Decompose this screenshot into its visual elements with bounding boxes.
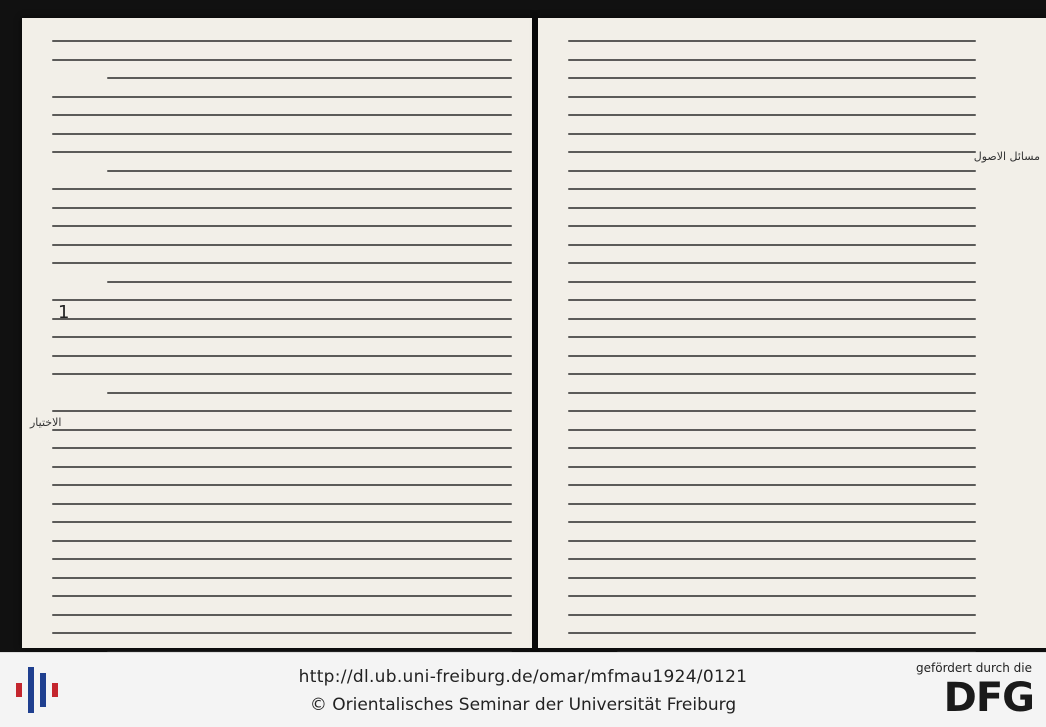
- page-mark-left: 1: [58, 302, 70, 323]
- footer-bar: [0, 652, 1046, 727]
- manuscript-page-right: [538, 18, 1046, 648]
- document-url[interactable]: http://dl.ub.uni-freiburg.de/omar/mfmau1924/0121: [298, 667, 748, 687]
- funded-by-label: gefördert durch die: [916, 661, 1032, 675]
- handwritten-text-block-right: [568, 40, 976, 630]
- margin-note-right: مسائل الاصول: [973, 150, 1040, 163]
- handwritten-text-block-left: [52, 40, 512, 630]
- manuscript-page-left: [22, 18, 532, 648]
- margin-note-left: الاختيار: [30, 416, 62, 429]
- dfg-logo: DFG: [943, 675, 1034, 721]
- copyright-notice: © Orientalisches Seminar der Universität Freiburg: [309, 695, 737, 715]
